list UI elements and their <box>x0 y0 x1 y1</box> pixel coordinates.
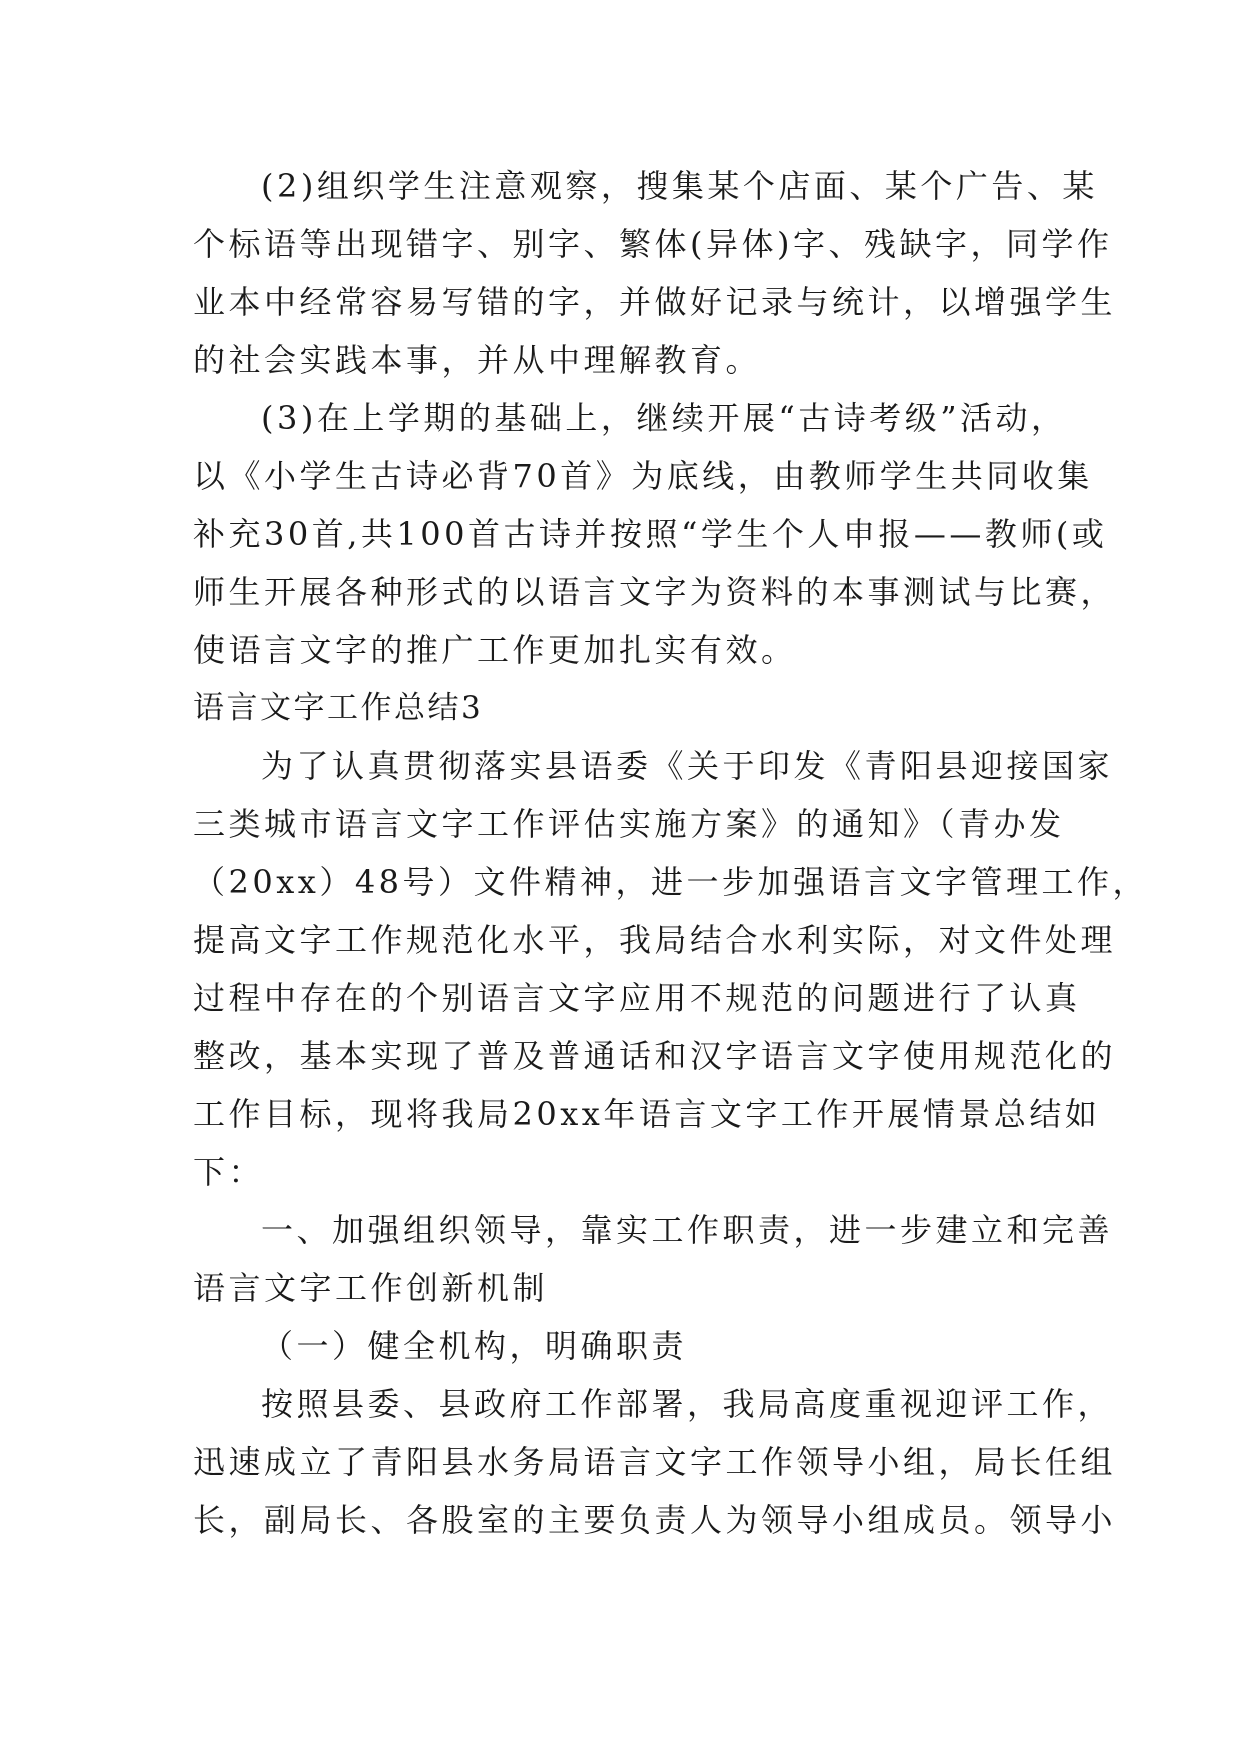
text-line: 迅速成立了青阳县水务局语言文字工作领导小组，局长任组 <box>193 1443 1117 1481</box>
text-line: 整改，基本实现了普及普通话和汉字语言文字使用规范化的 <box>193 1037 1117 1075</box>
text-line: 的社会实践本事，并从中理解教育。 <box>193 341 762 379</box>
text-line: 个标语等出现错字、别字、繁体(异体)字、残缺字，同学作 <box>193 225 1113 263</box>
text-line: 一、加强组织领导，靠实工作职责，进一步建立和完善 <box>261 1211 1114 1249</box>
text-line: 按照县委、县政府工作部署，我局高度重视迎评工作， <box>261 1385 1114 1423</box>
document-body <box>193 157 1149 1549</box>
text-line: 师生开展各种形式的以语言文字为资料的本事测试与比赛， <box>193 573 1117 611</box>
text-line: （一）健全机构，明确职责 <box>261 1327 688 1365</box>
text-line: (2)组织学生注意观察，搜集某个店面、某个广告、某 <box>261 167 1098 205</box>
text-line: 下： <box>193 1153 265 1191</box>
text-line: 语言文字工作创新机制 <box>193 1269 549 1307</box>
text-line: （20xx）48号）文件精神，进一步加强语言文字管理工作， <box>193 863 1149 901</box>
text-line: 以《小学生古诗必背70首》为底线，由教师学生共同收集 <box>193 457 1093 495</box>
text-line: 提高文字工作规范化水平，我局结合水利实际，对文件处理 <box>193 921 1117 959</box>
text-line: 过程中存在的个别语言文字应用不规范的问题进行了认真 <box>193 979 1081 1017</box>
text-line: 长，副局长、各股室的主要负责人为领导小组成员。领导小 <box>193 1501 1117 1539</box>
text-line: 补充30首,共100首古诗并按照“学生个人申报——教师(或 <box>193 515 1108 553</box>
text-line: 为了认真贯彻落实县语委《关于印发《青阳县迎接国家 <box>261 747 1114 785</box>
text-line: (3)在上学期的基础上，继续开展“古诗考级”活动， <box>261 399 1067 437</box>
text-line: 使语言文字的推广工作更加扎实有效。 <box>193 631 797 669</box>
text-line: 三类城市语言文字工作评估实施方案》的通知》（青办发 <box>193 805 1065 843</box>
text-line: 工作目标，现将我局20xx年语言文字工作开展情景总结如 <box>193 1095 1101 1133</box>
text-line: 业本中经常容易写错的字，并做好记录与统计，以增强学生 <box>193 283 1117 321</box>
section-heading: 语言文字工作总结3 <box>193 690 484 726</box>
